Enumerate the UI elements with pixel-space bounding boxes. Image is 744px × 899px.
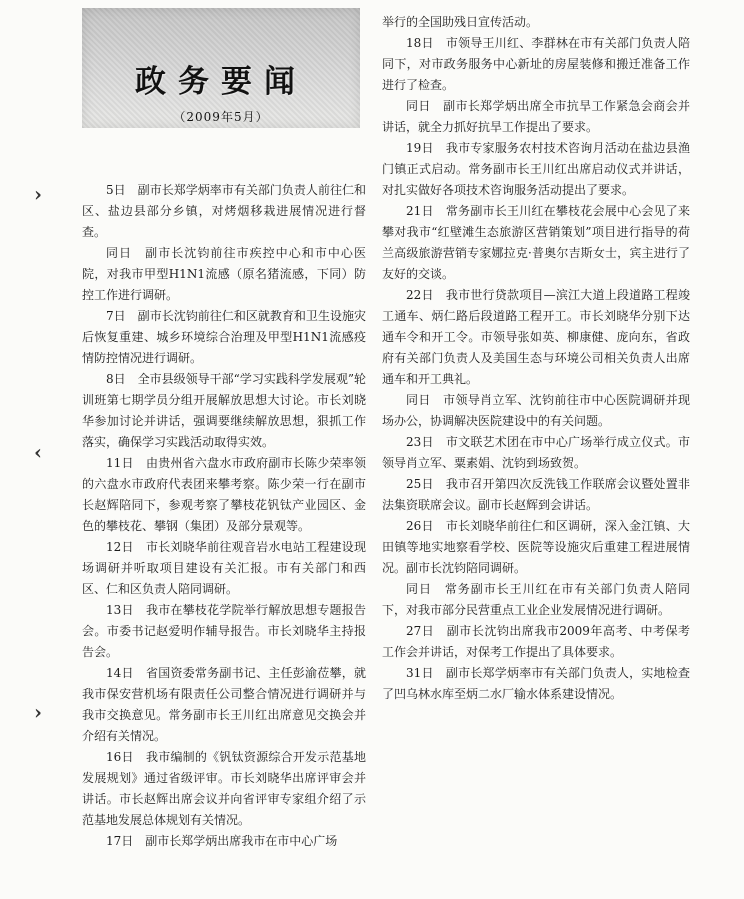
page-title: 政务要闻 [135,64,307,100]
left-column [82,180,366,892]
news-item: 11日 由贵州省六盘水市政府副市长陈少荣率领的六盘水市政府代表团来攀考察。陈少荣一行在副市长赵辉陪同下，参观考察了攀枝花钒钛产业园区、金色的攀枝花、攀钢（集团）及部分景观等。 [82,456,366,533]
title-banner [82,8,360,128]
news-item: 17日 副市长郑学炳出席我市在市中心广场 [106,834,338,848]
news-item: 5日 副市长郑学炳率市有关部门负责人前往仁和区、盐边县部分乡镇，对烤烟移栽进展情况进行督查。 [82,183,366,239]
news-item: 8日 全市县级领导干部“学习实践科学发展观”轮训班第七期学员分组开展解放思想大讨论。市长刘晓华参加讨论并讲话，强调要继续解放思想，狠抓工作落实，确保学习实践活动取得实效。 [82,372,366,449]
news-item: 18日 市领导王川红、李群林在市有关部门负责人陪同下，对市政务服务中心新址的房屋装修和搬迁准备工作进行了检查。 [382,36,690,92]
news-item: 22日 我市世行贷款项目—滨江大道上段道路工程竣工通车、炳仁路后段道路工程开工。市长刘晓华分别下达通车令和开工令。市领导张如英、柳康健、庞向东，省政府有关部门负责人及美国生态与环境公司相关负责人出席通车和开工典礼。 [382,288,690,386]
news-item: 25日 我市召开第四次反洗钱工作联席会议暨处置非法集资联席会议。副市长赵辉到会讲话。 [382,477,690,512]
issue-date: （2009年5月） [173,110,269,124]
binding-mark-icon: ‹ [34,440,42,464]
news-item: 16日 我市编制的《钒钛资源综合开发示范基地发展规划》通过省级评审。市长刘晓华出席评审会并讲话。市长赵辉出席会议并向省评审专家组介绍了示范基地发展总体规划有关情况。 [82,750,366,827]
news-item: 13日 我市在攀枝花学院举行解放思想专题报告会。市委书记赵爱明作辅导报告。市长刘晓华主持报告会。 [82,603,366,659]
binding-mark-icon: › [34,700,42,724]
news-item: 27日 副市长沈钧出席我市2009年高考、中考保考工作会并讲话，对保考工作提出了具体要求。 [382,624,690,659]
news-item: 14日 省国资委常务副书记、主任彭渝莅攀，就我市保安营机场有限责任公司整合情况进行调研并与我市交换意见。常务副市长王川红出席意见交换会并介绍有关情况。 [82,666,366,743]
news-item: 31日 副市长郑学炳率市有关部门负责人，实地检查了凹乌林水库至炳二水厂输水体系建设情况。 [382,666,690,701]
news-item: 26日 市长刘晓华前往仁和区调研，深入金江镇、大田镇等地实地察看学校、医院等设施灾后重建工程进展情况。副市长沈钧陪同调研。 [382,519,690,575]
news-item: 12日 市长刘晓华前往观音岩水电站工程建设现场调研并听取项目建设有关汇报。市有关部门和西区、仁和区负责人陪同调研。 [82,540,366,596]
news-item: 19日 我市专家服务农村技术咨询月活动在盐边县渔门镇正式启动。常务副市长王川红出席启动仪式并讲话，对扎实做好各项技术咨询服务活动提出了要求。 [382,141,690,197]
binding-mark-icon: › [34,182,42,206]
news-item: 同日 副市长沈钧前往市疾控中心和市中心医院，对我市甲型H1N1流感（原名猪流感，下同）防控工作进行调研。 [82,246,366,302]
news-item: 21日 常务副市长王川红在攀枝花会展中心会见了来攀对我市“红壁滩生态旅游区营销策划”项目进行指导的荷兰高级旅游营销专家娜拉克·普奥尔吉斯女士，宾主进行了友好的交谈。 [382,204,690,281]
news-item-continued: 举行的全国助残日宣传活动。 [382,15,539,29]
right-column [382,12,690,872]
news-item: 7日 副市长沈钧前往仁和区就教育和卫生设施灾后恢复重建、城乡环境综合治理及甲型H1N1流感疫情防控情况进行调研。 [82,309,366,365]
news-item: 同日 常务副市长王川红在市有关部门负责人陪同下，对我市部分民营重点工业企业发展情况进行调研。 [382,582,690,617]
news-item: 同日 市领导肖立军、沈钧前往市中心医院调研并现场办公，协调解决医院建设中的有关问题。 [382,393,690,428]
news-item: 同日 副市长郑学炳出席全市抗旱工作紧急会商会并讲话，就全力抓好抗旱工作提出了要求。 [382,99,690,134]
news-item: 23日 市文联艺术团在市中心广场举行成立仪式。市领导肖立军、粟素娟、沈钧到场致贺。 [382,435,690,470]
